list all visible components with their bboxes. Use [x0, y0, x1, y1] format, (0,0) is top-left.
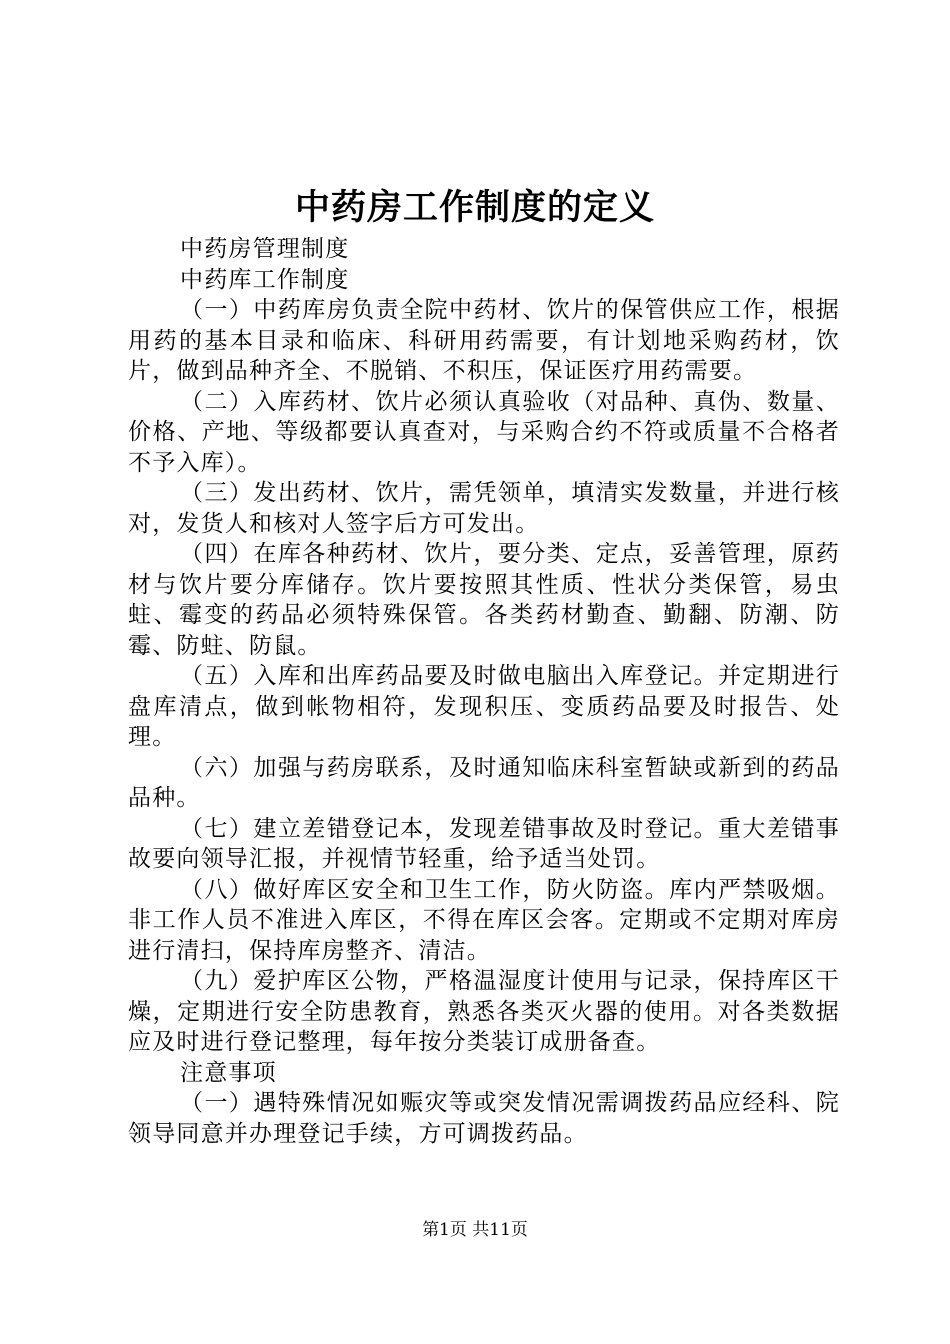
rule-paragraph-3: （三）发出药材、饮片，需凭领单，填清实发数量，并进行核对，发货人和核对人签字后方可发出。: [128, 480, 840, 537]
note-paragraph-1: （一）遇特殊情况如赈灾等或突发情况需调拨药品应经科、院领导同意并办理登记手续，方可调拨药品。: [128, 1090, 840, 1147]
rule-paragraph-9: （九）爱护库区公物，严格温湿度计使用与记录，保持库区干燥，定期进行安全防患教育，熟悉各类灭火器的使用。对各类数据应及时进行登记整理，每年按分类装订成册备查。: [128, 968, 840, 1055]
notes-heading: 注意事项: [180, 1059, 277, 1086]
rule-paragraph-2: （二）入库药材、饮片必须认真验收（对品种、真伪、数量、价格、产地、等级都要认真查对，与采购合约不符或质量不合格者不予入库）。: [128, 388, 840, 476]
rule-paragraph-4: （四）在库各种药材、饮片，要分类、定点，妥善管理，原药材与饮片要分库储存。饮片要按照其性质、性状分类保管，易虫蛀、霉变的药品必须特殊保管。各类药材勤查、勤翻、防潮、防霉、防蛀、防鼠。: [128, 541, 840, 659]
rule-paragraph-7: （七）建立差错登记本，发现差错事故及时登记。重大差错事故要向领导汇报，并视情节轻重，给予适当处罚。: [128, 815, 840, 872]
page-footer: 第1页 共11页: [422, 1220, 528, 1240]
section-heading-warehouse-rules: 中药库工作制度: [180, 266, 350, 293]
section-heading-pharmacy-management: 中药房管理制度: [180, 236, 350, 262]
rule-paragraph-1: （一）中药库房负责全院中药材、饮片的保管供应工作，根据用药的基本目录和临床、科研用药需要，有计划地采购药材，饮片，做到品种齐全、不脱销、不积压，保证医疗用药需要。: [128, 297, 840, 384]
rule-paragraph-5: （五）入库和出库药品要及时做电脑出入库登记。并定期进行盘库清点，做到帐物相符，发现积压、变质药品要及时报告、处理。: [128, 663, 840, 750]
rule-paragraph-8: （八）做好库区安全和卫生工作，防火防盗。库内严禁吸烟。非工作人员不准进入库区，不得在库区会客。定期或不定期对库房进行清扫，保持库房整齐、清洁。: [128, 876, 840, 964]
document-body: [128, 234, 840, 1149]
rule-paragraph-6: （六）加强与药房联系，及时通知临床科室暂缺或新到的药品品种。: [128, 754, 840, 811]
document-title: 中药房工作制度的定义: [294, 187, 655, 228]
